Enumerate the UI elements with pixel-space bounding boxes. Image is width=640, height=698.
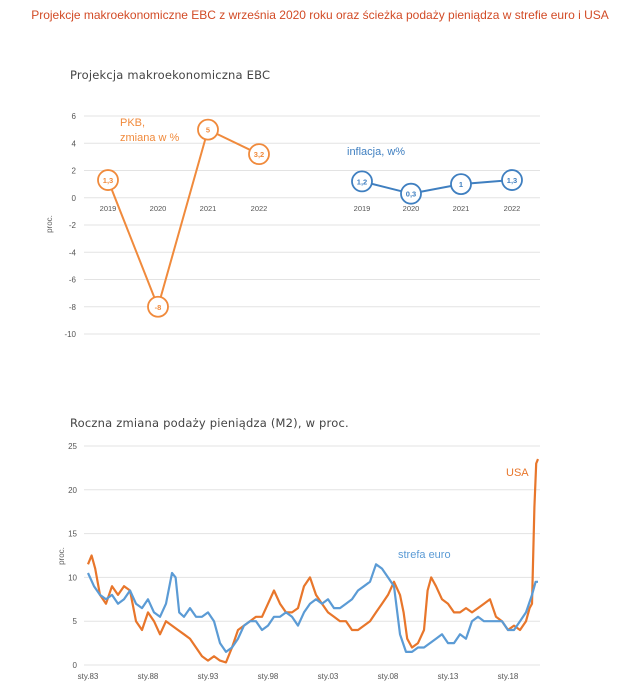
chart2-x-tick-label: sty.93: [197, 672, 219, 681]
chart2-x-axis: [78, 672, 519, 681]
chart2-y-tick-label: 15: [68, 529, 77, 539]
chart1-y-tick-label: -2: [68, 221, 76, 230]
chart1-x-tick-label: 2019: [99, 203, 117, 213]
inflation-series-name: inflacja, w%: [347, 146, 406, 158]
inflation-data-label: 1: [458, 180, 464, 190]
gdp-data-label: 3,2: [253, 150, 265, 160]
gdp-data-label: 1,3: [102, 176, 114, 186]
chart1-y-tick-label: -4: [68, 248, 76, 258]
chart2-y-tick-label: 25: [68, 442, 77, 451]
usa-series-name: USA: [506, 467, 529, 479]
chart2-x-tick-label: sty.88: [137, 672, 159, 681]
chart2-gridlines: [84, 446, 540, 665]
chart2-y-tick-label: 5: [72, 617, 77, 627]
chart1-y-tick-label: 4: [71, 139, 76, 149]
inflation-data-label: 0,3: [405, 189, 417, 199]
chart1-y-tick-label: 2: [71, 166, 76, 176]
chart1-y-tick-label: -6: [68, 275, 76, 285]
chart2-x-tick-label: sty.13: [437, 672, 459, 681]
inflation-data-label: 1,2: [356, 177, 368, 187]
chart2-y-tick-label: 0: [72, 661, 77, 670]
chart1-x-tick-label: 2020: [149, 203, 167, 213]
chart1-title: Projekcja makroekonomiczna EBC: [70, 68, 271, 82]
chart1-x-tick-label: 2022: [250, 203, 268, 213]
chart1-x-tick-label: 2020: [402, 203, 420, 213]
chart2-x-tick-label: sty.03: [317, 672, 339, 681]
gdp-data-label: 5: [205, 125, 211, 135]
chart2-x-tick-label: sty.83: [77, 672, 99, 681]
chart1-y-axis-label: proc.: [45, 215, 54, 233]
chart2-y-axis: [68, 442, 77, 670]
chart1-x-tick-label: 2019: [353, 203, 371, 213]
chart2-title: Roczna zmiana podaży pieniądza (M2), w proc.: [70, 416, 349, 430]
gdp-data-label: -8: [154, 302, 162, 312]
euro-series-name: strefa euro: [398, 549, 451, 561]
chart2-y-tick-label: 10: [68, 573, 77, 583]
chart2-x-tick-label: sty.98: [257, 672, 279, 681]
chart1-x-tick-label: 2022: [503, 203, 521, 213]
chart1-y-tick-label: -10: [64, 330, 76, 339]
inflation-data-label: 1,3: [506, 176, 518, 186]
chart1-x-tick-label: 2021: [452, 203, 470, 213]
chart2-x-tick-label: sty.08: [377, 672, 399, 681]
gdp-series-name: PKB, zmiana w %: [120, 117, 180, 144]
chart2-y-axis-label: proc.: [57, 547, 66, 565]
chart1-y-tick-label: 6: [71, 112, 76, 121]
page-title: Projekcje makroekonomiczne EBC z września 2020 roku oraz ścieżka podaży pieniądza w strefie euro i USA: [31, 8, 609, 22]
chart2-y-tick-label: 20: [68, 485, 77, 495]
chart1-y-tick-label: -8: [68, 302, 76, 312]
chart1-y-tick-label: 0: [71, 193, 76, 203]
chart1-x-tick-label: 2021: [199, 203, 217, 213]
chart2-x-tick-label: sty.18: [497, 672, 519, 681]
